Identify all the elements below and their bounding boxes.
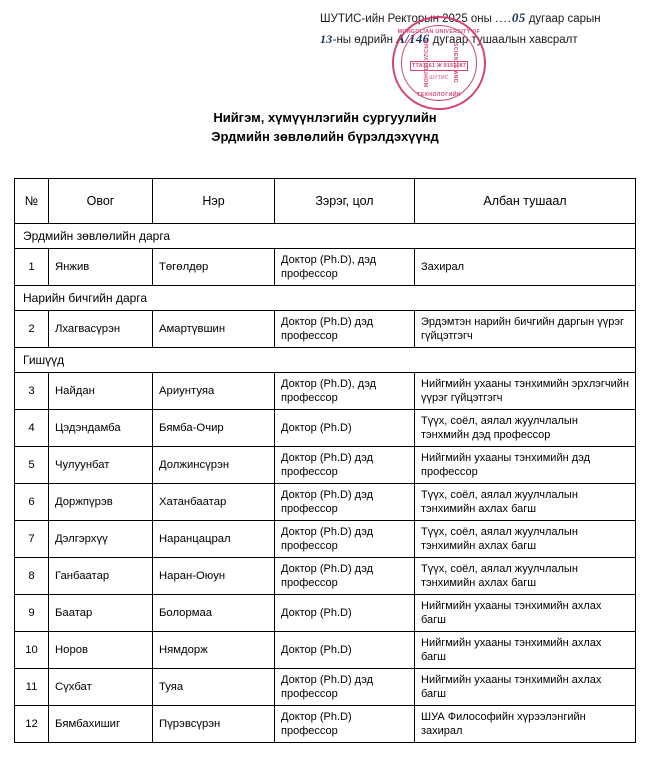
approval-dots: .... — [495, 13, 512, 25]
cell-rank: Доктор (Ph.D) дэд профессор — [275, 521, 415, 558]
table-row — [15, 595, 636, 632]
page-title-line-1: Нийгэм, хүмүүнлэгийн сургуулийн — [213, 110, 437, 125]
table-header — [15, 179, 636, 224]
table-row — [15, 373, 636, 410]
stamp-center-box: ТТА1161 Ж 9157087 — [411, 63, 467, 69]
approval-order-number-handwritten: A/146 — [396, 31, 430, 46]
cell-no: 6 — [15, 484, 49, 521]
cell-name: Пүрэвсүрэн — [153, 706, 275, 743]
cell-surname: Ганбаатар — [49, 558, 153, 595]
column-header-no: № — [15, 179, 49, 224]
cell-name: Наранцацрал — [153, 521, 275, 558]
cell-post: ШУА Философийн хүрээлэнгийн захирал — [415, 706, 636, 743]
table-section-label: Гишүүд — [15, 348, 636, 373]
column-header-position: Албан тушаал — [415, 179, 636, 224]
cell-post: Нийгмийн ухааны тэнхимийн эрхлэгчийн үүрэг гүйцэтгэгч — [415, 373, 636, 410]
cell-post: Захирал — [415, 249, 636, 286]
table-section-row — [15, 348, 636, 373]
cell-no: 2 — [15, 311, 49, 348]
cell-post: Түүх, соёл, аялал жуулчлалын тэнхимийн ахлах багш — [415, 521, 636, 558]
approval-line-1 — [320, 8, 642, 29]
table-section-label: Нарийн бичгийн дарга — [15, 286, 636, 311]
cell-post: Түүх, соёл, аялал жуулчлалын тэнхмийн дэд профессор — [415, 410, 636, 447]
cell-no: 3 — [15, 373, 49, 410]
cell-surname: Бямбахишиг — [49, 706, 153, 743]
approval-day-handwritten: 13 — [320, 32, 333, 46]
column-header-rank: Зэрэг, цол — [275, 179, 415, 224]
table-header-row — [15, 179, 636, 224]
cell-post: Нийгмийн ухааны тэнхимийн ахлах багш — [415, 669, 636, 706]
cell-name: Хатанбаатар — [153, 484, 275, 521]
table-section-row — [15, 286, 636, 311]
cell-surname: Дэлгэрхүү — [49, 521, 153, 558]
table-row — [15, 484, 636, 521]
cell-post: Түүх, соёл, аялал жуулчлалын тэнхимийн ахлах багш — [415, 558, 636, 595]
table-row — [15, 311, 636, 348]
table-row — [15, 632, 636, 669]
cell-rank: Доктор (Ph.D) — [275, 632, 415, 669]
stamp-bottom-text: ТЕХНОЛОГИЙН — [417, 92, 461, 98]
cell-no: 7 — [15, 521, 49, 558]
table-row — [15, 706, 636, 743]
cell-no: 11 — [15, 669, 49, 706]
cell-no: 9 — [15, 595, 49, 632]
cell-no: 1 — [15, 249, 49, 286]
approval-month-handwritten: 05 — [511, 10, 526, 25]
table-section-row — [15, 224, 636, 249]
council-members-table — [14, 178, 636, 743]
page-title-line-2: Эрдмийн зөвлөлийн бүрэлдэхүүнд — [211, 129, 439, 144]
cell-name: Туяа — [153, 669, 275, 706]
cell-post: Нийгмийн ухааны тэнхимийн дэд профессор — [415, 447, 636, 484]
stamp-right-text: SCIENCE AND — [452, 43, 459, 83]
official-stamp-icon — [392, 16, 486, 110]
table-row — [15, 521, 636, 558]
cell-surname: Чулуунбат — [49, 447, 153, 484]
cell-rank: Доктор (Ph.D) профессор — [275, 706, 415, 743]
cell-surname: Сүхбат — [49, 669, 153, 706]
approval-text-tail: дугаар тушаалын хавсралт — [429, 34, 578, 46]
stamp-center-code: ШУТИС — [429, 75, 449, 81]
cell-name: Ариунтуяа — [153, 373, 275, 410]
table-row — [15, 669, 636, 706]
table-row — [15, 410, 636, 447]
cell-rank: Доктор (Ph.D), дэд профессор — [275, 249, 415, 286]
cell-rank: Доктор (Ph.D) дэд профессор — [275, 484, 415, 521]
cell-no: 10 — [15, 632, 49, 669]
table-row — [15, 249, 636, 286]
approval-text-post: дугаар сарын — [525, 13, 601, 25]
cell-rank: Доктор (Ph.D) дэд профессор — [275, 311, 415, 348]
cell-rank: Доктор (Ph.D) — [275, 410, 415, 447]
cell-surname: Норов — [49, 632, 153, 669]
stamp-left-text: МОНГОЛ УЛСЫН — [424, 38, 431, 88]
cell-surname: Янжив — [49, 249, 153, 286]
cell-rank: Доктор (Ph.D) — [275, 595, 415, 632]
cell-name: Амартүвшин — [153, 311, 275, 348]
cell-name: Төгөлдөр — [153, 249, 275, 286]
cell-post: Эрдэмтэн нарийн бичгийн даргын үүрэг гүйцэтгэгч — [415, 311, 636, 348]
cell-no: 12 — [15, 706, 49, 743]
cell-no: 8 — [15, 558, 49, 595]
cell-name: Должинсүрэн — [153, 447, 275, 484]
approval-text-pre: ШУТИС-ийн Ректорын 2025 оны — [320, 13, 496, 25]
cell-surname: Доржпүрэв — [49, 484, 153, 521]
cell-name: Наран-Оюун — [153, 558, 275, 595]
cell-rank: Доктор (Ph.D), дэд профессор — [275, 373, 415, 410]
cell-post: Нийгмийн ухааны тэнхимийн ахлах багш — [415, 632, 636, 669]
cell-surname: Лхагвасүрэн — [49, 311, 153, 348]
cell-surname: Цэдэндамба — [49, 410, 153, 447]
table-row — [15, 558, 636, 595]
cell-rank: Доктор (Ph.D) дэд профессор — [275, 669, 415, 706]
cell-post: Түүх, соёл, аялал жуулчлалын тэнхимийн ахлах багш — [415, 484, 636, 521]
column-header-name: Нэр — [153, 179, 275, 224]
cell-no: 5 — [15, 447, 49, 484]
cell-post: Нийгмийн ухааны тэнхимийн ахлах багш — [415, 595, 636, 632]
column-header-surname: Овог — [49, 179, 153, 224]
stamp-top-text: MONGOLIAN UNIVERSITY OF — [397, 29, 481, 35]
cell-no: 4 — [15, 410, 49, 447]
table-row — [15, 447, 636, 484]
page-title — [0, 108, 650, 146]
table-section-label: Эрдмийн зөвлөлийн дарга — [15, 224, 636, 249]
cell-name: Бямба-Очир — [153, 410, 275, 447]
cell-surname: Баатар — [49, 595, 153, 632]
cell-rank: Доктор (Ph.D) дэд профессор — [275, 447, 415, 484]
cell-surname: Найдан — [49, 373, 153, 410]
cell-name: Нямдорж — [153, 632, 275, 669]
cell-name: Болормаа — [153, 595, 275, 632]
approval-text-mid: -ны өдрийн — [332, 34, 397, 46]
cell-rank: Доктор (Ph.D) дэд профессор — [275, 558, 415, 595]
table-body — [15, 224, 636, 743]
